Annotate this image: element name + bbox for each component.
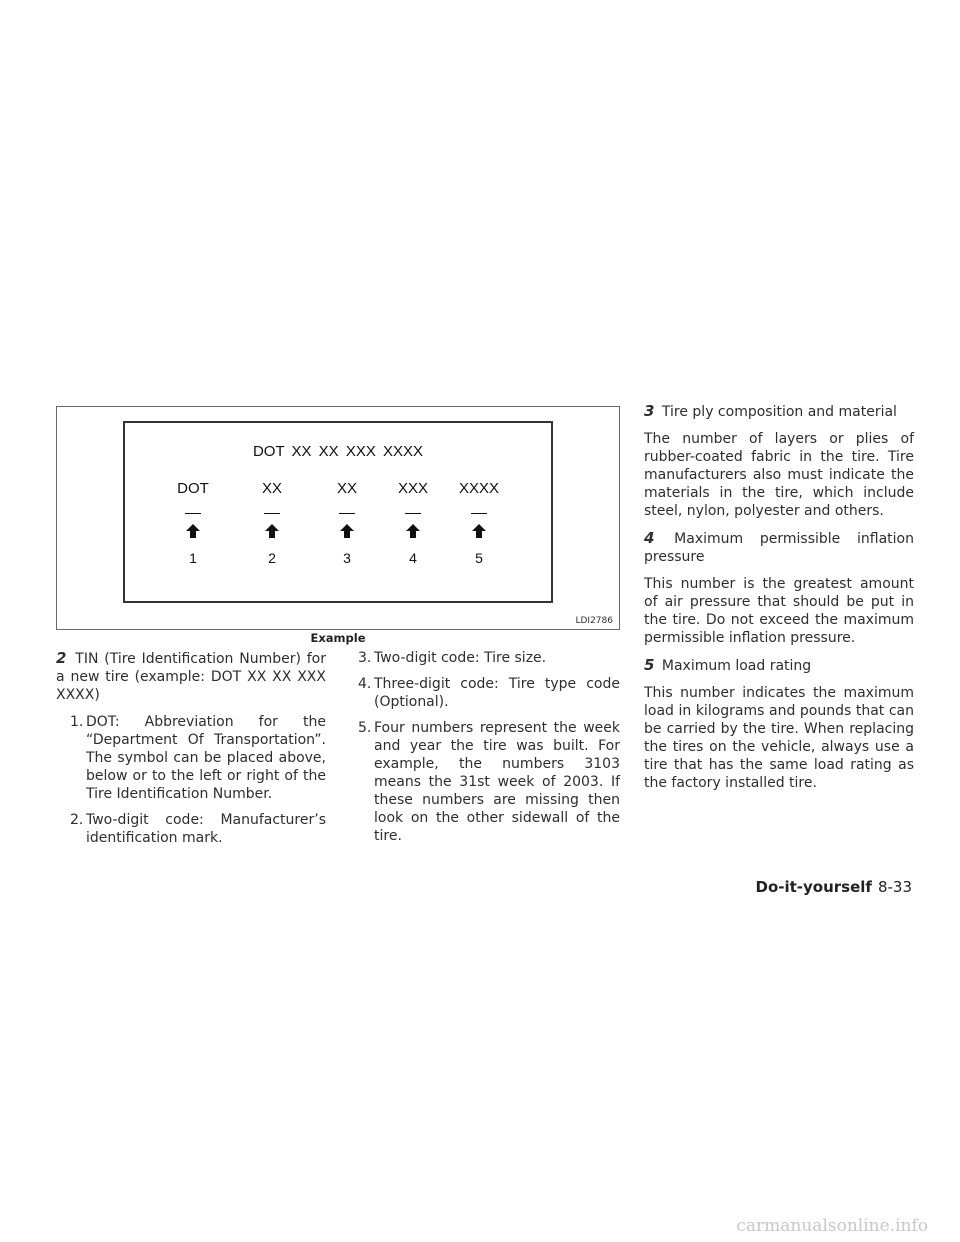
up-arrow-icon	[472, 524, 486, 538]
inflation-heading	[644, 529, 914, 566]
list-item	[350, 719, 620, 845]
list-number: 3.	[358, 650, 372, 666]
list-number: 2.	[70, 812, 84, 828]
list-item	[350, 649, 620, 667]
figure-code: LDI2786	[575, 616, 613, 626]
marker-3-icon: 3	[644, 402, 655, 420]
dot-number: 5	[475, 550, 483, 566]
watermark: carmanualsonline.info	[736, 1216, 928, 1236]
load-body: This number indicates the maximum load in kilograms and pounds that can be carried by the tire. When replacing the tires on the vehicle, always use a tire that has the same load rating as the factory installed tire.	[644, 685, 914, 791]
list-text: Four numbers represent the week and year the tire was built. For example, the numbers 3103 means the 31st week of 2003. If these numbers are missing then look on the other sidewall of the tire.	[374, 720, 620, 844]
dot-number: 4	[409, 550, 417, 566]
underline-dash	[405, 513, 421, 514]
marker-4-icon: 4	[644, 529, 655, 547]
dot-column-3	[317, 479, 377, 566]
dot-column-5	[449, 479, 509, 566]
inflation-heading-text: Maximum permissible inflation pressure	[644, 531, 914, 565]
left-column	[56, 649, 326, 855]
list-number: 5.	[358, 720, 372, 736]
list-item	[350, 675, 620, 711]
marker-5-icon: 5	[644, 656, 655, 674]
right-column	[644, 402, 914, 801]
ply-heading	[644, 402, 914, 421]
dot-diagram-box	[123, 421, 553, 603]
up-arrow-icon	[340, 524, 354, 538]
inflation-body: This number is the greatest amount of air pressure that should be put in the tire. Do not exceed the maximum permissible inflation pressure.	[644, 576, 914, 646]
ply-body: The number of layers or plies of rubber-coated fabric in the tire. Tire manufacturers also must indicate the materials in the tire, which include steel, nylon, polyester and others.	[644, 431, 914, 519]
up-arrow-icon	[186, 524, 200, 538]
list-text: Two-digit code: Tire size.	[374, 650, 547, 666]
dot-full-code: DOT XX XX XXX XXXX	[252, 443, 424, 460]
list-number: 4.	[358, 676, 372, 692]
tin-heading	[56, 649, 326, 704]
dot-code: XXX	[397, 480, 428, 497]
dot-column-4	[383, 479, 443, 566]
underline-dash	[185, 513, 201, 514]
list-item	[56, 713, 326, 803]
tin-heading-text: TIN (Tire Identification Number) for a new tire (example: DOT XX XX XXX XXXX)	[56, 651, 326, 703]
dot-example-figure	[56, 406, 620, 630]
list-item	[56, 811, 326, 847]
dot-code: XX	[261, 480, 282, 497]
ply-heading-text: Tire ply composition and material	[661, 404, 897, 420]
underline-dash	[339, 513, 355, 514]
page-number: 8-33	[877, 878, 912, 896]
dot-number: 1	[189, 550, 197, 566]
dot-number: 3	[343, 550, 351, 566]
figure-caption: Example	[310, 631, 366, 645]
load-heading	[644, 656, 914, 675]
underline-dash	[264, 513, 280, 514]
page-footer	[756, 878, 913, 896]
list-text: DOT: Abbreviation for the “Department Of Transportation”. The symbol can be placed above, below or to the left or right of the Tire Identification Number.	[86, 714, 326, 802]
dot-code: XXXX	[458, 480, 500, 497]
dot-column-1	[163, 479, 223, 566]
up-arrow-icon	[406, 524, 420, 538]
underline-dash	[471, 513, 487, 514]
list-text: Two-digit code: Manufacturer’s identification mark.	[86, 812, 326, 846]
section-name: Do-it-yourself	[755, 878, 872, 896]
dot-number: 2	[268, 550, 276, 566]
dot-column-2	[242, 479, 302, 566]
list-text: Three-digit code: Tire type code (Optional).	[374, 676, 620, 710]
marker-2-icon: 2	[56, 649, 67, 667]
list-number: 1.	[70, 714, 84, 730]
dot-code: XX	[336, 480, 357, 497]
middle-column	[350, 649, 620, 853]
load-heading-text: Maximum load rating	[661, 658, 812, 674]
up-arrow-icon	[265, 524, 279, 538]
dot-code: DOT	[177, 480, 209, 497]
